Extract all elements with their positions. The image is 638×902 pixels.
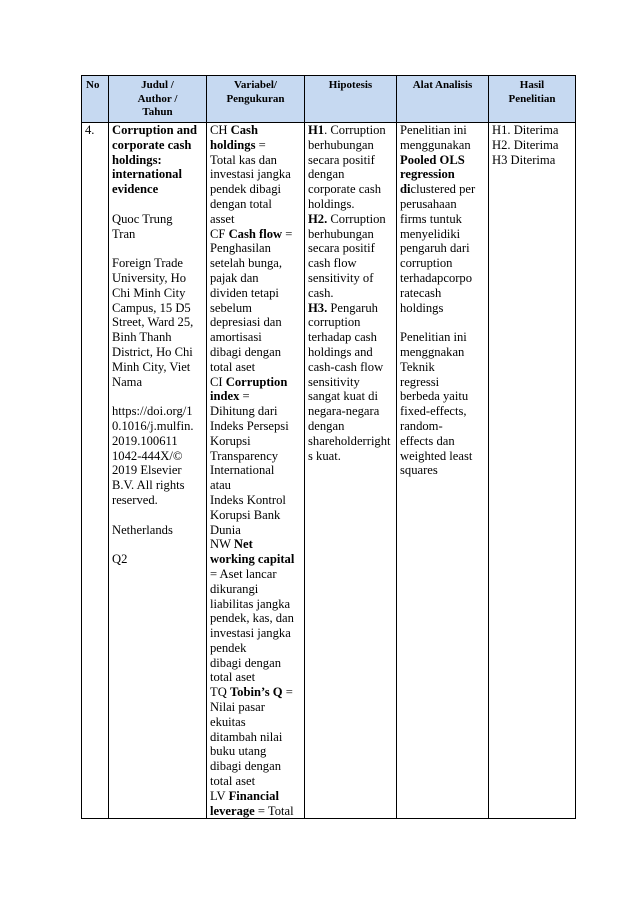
affiliation-line: Minh City, Viet xyxy=(112,359,191,374)
doi-line: 0.1016/j.mulfin. xyxy=(112,418,194,433)
variable-desc-line: pendek xyxy=(210,640,247,655)
analysis-method: di xyxy=(400,182,411,197)
analysis-line: diclustered per xyxy=(400,182,476,197)
variable-desc-line: dibagi dengan xyxy=(210,655,281,670)
variable-desc-line: ditambah nilai xyxy=(210,729,283,744)
doi-line: B.V. All rights xyxy=(112,478,185,493)
literature-review-table xyxy=(81,75,576,819)
hypothesis-line: H1. Corruption xyxy=(308,123,386,137)
hypothesis-line: cash flow xyxy=(308,256,357,271)
analysis-line: regressi xyxy=(400,374,440,389)
header-judul-line: Author / xyxy=(137,92,178,105)
variable-name-line: leverage = Total xyxy=(210,803,294,818)
header-no: No xyxy=(82,76,109,123)
header-hasil xyxy=(489,76,576,123)
paper-title-line: Corruption and xyxy=(112,123,198,137)
paper-title-line: evidence xyxy=(112,182,159,197)
spacer xyxy=(112,508,203,523)
variable-name-line: TQ Tobin’s Q = xyxy=(210,685,293,700)
variable-desc-line: dikurangi xyxy=(210,581,259,596)
author-line: Quoc Trung xyxy=(112,211,173,226)
hypothesis-line: berhubungan xyxy=(308,137,374,152)
analysis-line: squares xyxy=(400,463,438,478)
quartile-label: Q2 xyxy=(112,552,128,567)
affiliation-line: Foreign Trade xyxy=(112,256,184,271)
variabel-cell xyxy=(207,123,305,819)
doi-line: 2019.100611 xyxy=(112,433,178,448)
analysis-line: random- xyxy=(400,418,443,433)
header-row xyxy=(82,76,576,123)
table-row xyxy=(82,123,576,819)
header-judul xyxy=(109,76,207,123)
variable-desc-line: Nilai pasar xyxy=(210,700,265,715)
hypothesis-line: terhadap cash xyxy=(308,330,377,345)
affiliation-line: University, Ho xyxy=(112,270,187,285)
hypothesis-label: H3. xyxy=(308,300,328,315)
analysis-line: menyelidiki xyxy=(400,226,461,241)
analysis-line: Penelitian ini xyxy=(400,123,467,137)
variable-name-line xyxy=(210,552,301,567)
analysis-line: fixed-effects, xyxy=(400,404,467,419)
variable-name: Financial xyxy=(228,788,279,803)
variable-desc-line: depresiasi dan xyxy=(210,315,282,330)
variable-desc-line: pajak dan xyxy=(210,270,259,285)
variable-name-line: CH Cash xyxy=(210,123,258,137)
variable-desc-line: Korupsi xyxy=(210,433,251,448)
analysis-line: corruption xyxy=(400,256,453,271)
hypothesis-line: holdings and xyxy=(308,344,373,359)
row-number: 4. xyxy=(82,123,109,819)
variable-desc-line: sebelum xyxy=(210,300,252,315)
variable-desc-line: amortisasi xyxy=(210,330,262,345)
hypothesis-line: corporate cash xyxy=(308,182,382,197)
variable-desc-line: pendek, kas, dan xyxy=(210,611,294,626)
header-variabel-line: Pengukuran xyxy=(226,92,285,105)
analysis-line: Teknik xyxy=(400,359,435,374)
variable-name-line: CI Corruption xyxy=(210,374,288,389)
variable-desc-line: atau xyxy=(210,478,231,493)
header-hasil-line: Hasil xyxy=(519,79,545,91)
variable-name: leverage xyxy=(210,803,255,818)
header-variabel-line: Variabel/ xyxy=(234,79,277,91)
doi-line: https://doi.org/1 xyxy=(112,404,193,419)
variable-desc-line: = Aset lancar xyxy=(210,566,277,581)
variable-desc-line: dengan total xyxy=(210,196,272,211)
variable-desc-line: pendek dibagi xyxy=(210,182,281,197)
hypothesis-line: holdings. xyxy=(308,196,355,211)
hypothesis-line: dengan xyxy=(308,418,345,433)
author-line: Tran xyxy=(112,226,136,241)
variable-desc-line: setelah bunga, xyxy=(210,256,283,271)
hypothesis-line: cash. xyxy=(308,285,334,300)
analysis-line: Penelitian ini xyxy=(400,330,467,345)
variable-name-line: holdings = xyxy=(210,137,266,152)
hypothesis-line: sensitivity xyxy=(308,374,360,389)
analysis-line: ratecash xyxy=(400,285,442,300)
header-judul-line: Judul / xyxy=(141,79,174,91)
variable-desc-line: ekuitas xyxy=(210,714,246,729)
analysis-method-line: regression xyxy=(400,167,455,182)
variable-desc-line: investasi jangka xyxy=(210,167,291,182)
analysis-line: menggnakan xyxy=(400,344,465,359)
variable-name: Corruption xyxy=(225,374,288,389)
analysis-line: weighted least xyxy=(400,448,473,463)
variable-desc-line: liabilitas jangka xyxy=(210,596,291,611)
hypothesis-line: negara-negara xyxy=(308,404,380,419)
variable-name: index xyxy=(210,389,240,404)
variable-name-line: index = xyxy=(210,389,250,404)
hypothesis-label: H1 xyxy=(308,123,325,137)
header-judul-line: Tahun xyxy=(142,106,173,118)
hypothesis-label: H2. xyxy=(308,211,328,226)
variable-name-line: CF Cash flow = xyxy=(210,226,293,241)
hypothesis-line: corruption xyxy=(308,315,361,330)
variable-desc-line: Penghasilan xyxy=(210,241,271,256)
variable-desc-line: Total kas dan xyxy=(210,152,277,167)
variable-desc-line: International xyxy=(210,463,275,478)
variable-desc-line: total aset xyxy=(210,774,256,789)
variable-desc-line: Transparency xyxy=(210,448,279,463)
header-variabel xyxy=(207,76,305,123)
analysis-line: berbeda yaitu xyxy=(400,389,469,404)
hypothesis-line: secara positif xyxy=(308,152,375,167)
analysis-line: holdings xyxy=(400,300,444,315)
variable-desc-line: dividen tetapi xyxy=(210,285,279,300)
spacer xyxy=(400,315,485,330)
variable-desc-line: dibagi dengan xyxy=(210,344,281,359)
affiliation-line: Campus, 15 D5 xyxy=(112,300,191,315)
analysis-line: terhadapcorpo xyxy=(400,270,473,285)
variable-name: Tobin’s Q xyxy=(229,685,283,700)
affiliation-line: District, Ho Chi xyxy=(112,344,193,359)
spacer xyxy=(112,197,203,212)
alat-analisis-cell xyxy=(397,123,489,819)
hypothesis-line: dengan xyxy=(308,167,345,182)
variable-desc-line: investasi jangka xyxy=(210,626,291,641)
affiliation-line: Street, Ward 25, xyxy=(112,315,194,330)
hypothesis-line: berhubungan xyxy=(308,226,374,241)
variable-desc-line: dibagi dengan xyxy=(210,759,281,774)
result-line: H3 Diterima xyxy=(492,152,556,167)
spacer xyxy=(112,537,203,552)
affiliation-line: Chi Minh City xyxy=(112,285,186,300)
variable-desc-line: buku utang xyxy=(210,744,267,759)
paper-title-line: corporate cash xyxy=(112,137,192,152)
analysis-line: menggunakan xyxy=(400,137,471,152)
affiliation-line: Nama xyxy=(112,374,143,389)
variable-desc-line: Indeks Persepsi xyxy=(210,418,289,433)
variable-name-line: NW Net xyxy=(210,537,253,552)
doi-line: 1042-444X/© xyxy=(112,448,183,463)
variable-desc-line: Korupsi Bank xyxy=(210,507,281,522)
hypothesis-line: secara positif xyxy=(308,241,375,256)
paper-title-line: international xyxy=(112,167,182,182)
variable-desc-line: asset xyxy=(210,211,235,226)
hasil-cell xyxy=(489,123,576,819)
result-line: H2. Diterima xyxy=(492,137,559,152)
hypothesis-line: shareholderright xyxy=(308,433,391,448)
hypothesis-line: sensitivity of xyxy=(308,270,374,285)
variable-name: Cash flow xyxy=(228,226,283,241)
hypothesis-line: cash-cash flow xyxy=(308,359,384,374)
analysis-line: effects dan xyxy=(400,433,455,448)
variable-desc-line: total aset xyxy=(210,359,256,374)
hypothesis-line: H2. Corruption xyxy=(308,211,386,226)
variable-desc-line: Indeks Kontrol xyxy=(210,492,286,507)
variable-name: working capital xyxy=(210,552,295,567)
variable-name: Net xyxy=(233,537,253,552)
analysis-line: firms tuntuk xyxy=(400,211,462,226)
variable-desc-line: total aset xyxy=(210,670,256,685)
header-hipotesis: Hipotesis xyxy=(305,76,397,123)
variable-name-line: LV Financial xyxy=(210,788,279,803)
doi-line: reserved. xyxy=(112,492,158,507)
header-hasil-line: Penelitian xyxy=(508,92,556,105)
hypothesis-line: s kuat. xyxy=(308,448,341,463)
paper-title-line: holdings: xyxy=(112,152,162,167)
affiliation-line: Binh Thanh xyxy=(112,330,172,345)
doi-line: 2019 Elsevier xyxy=(112,463,182,478)
variable-name: holdings xyxy=(210,137,256,152)
hipotesis-cell xyxy=(305,123,397,819)
variable-desc-line: Dihitung dari xyxy=(210,404,278,419)
hypothesis-line: H3. Pengaruh xyxy=(308,300,378,315)
spacer xyxy=(112,389,203,404)
header-alat-analisis: Alat Analisis xyxy=(397,76,489,123)
spacer xyxy=(112,241,203,256)
variable-name: Cash xyxy=(230,123,258,137)
country-label: Netherlands xyxy=(112,522,173,537)
hypothesis-line: sangat kuat di xyxy=(308,389,378,404)
analysis-method-line: Pooled OLS xyxy=(400,152,465,167)
result-line: H1. Diterima xyxy=(492,123,559,137)
judul-cell xyxy=(109,123,207,819)
analysis-line: pengaruh dari xyxy=(400,241,470,256)
variable-desc-line: Dunia xyxy=(210,522,241,537)
analysis-line: perusahaan xyxy=(400,196,457,211)
